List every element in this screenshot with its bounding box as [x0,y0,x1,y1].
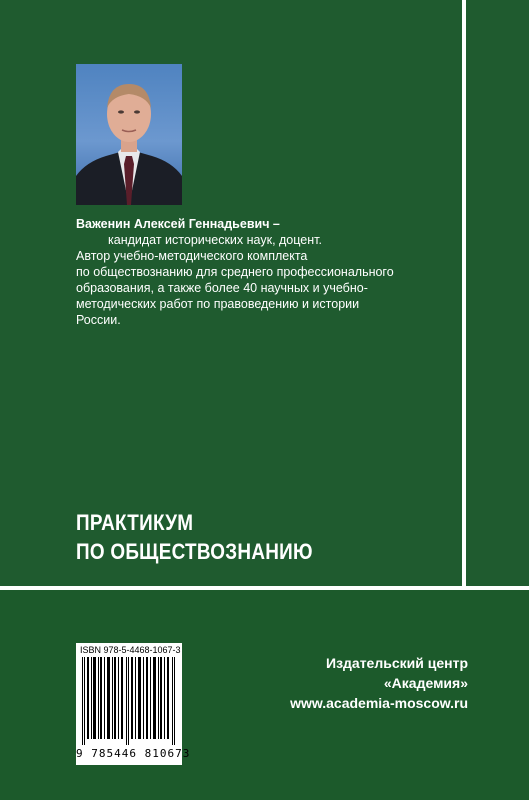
publisher-name-line-2: «Академия» [383,675,468,691]
author-photo [76,64,182,205]
publisher-website: www.academia-moscow.ru [290,695,468,711]
barcode-bars-icon [80,657,178,745]
book-title-line-2: ПО ОБЩЕСТВОЗНАНИЮ [76,539,313,564]
isbn-number: ISBN 978-5-4468-1067-3 [80,645,181,655]
vertical-divider [462,0,466,590]
author-bio-line: Автор учебно-методического комплекта [76,249,308,263]
book-title-line-1: ПРАКТИКУМ [76,510,194,535]
author-bio-line: образования, а также более 40 научных и учебно- [76,281,368,295]
isbn-barcode [76,643,191,765]
author-bio-line: России. [76,313,121,327]
author-bio-line: кандидат исторических наук, доцент. [108,233,322,247]
author-portrait-image [76,64,182,205]
author-bio-line: методических работ по правоведению и истории [76,297,360,311]
author-bio-line: по обществознанию для среднего профессионального [76,265,394,279]
publisher-name-line-1: Издательский центр [326,655,468,671]
author-name: Важенин Алексей Геннадьевич – [76,217,280,231]
book-title [76,508,351,566]
publisher-info [240,653,468,713]
barcode-digits: 9 785446 810673 [76,747,191,760]
author-info [76,216,436,328]
